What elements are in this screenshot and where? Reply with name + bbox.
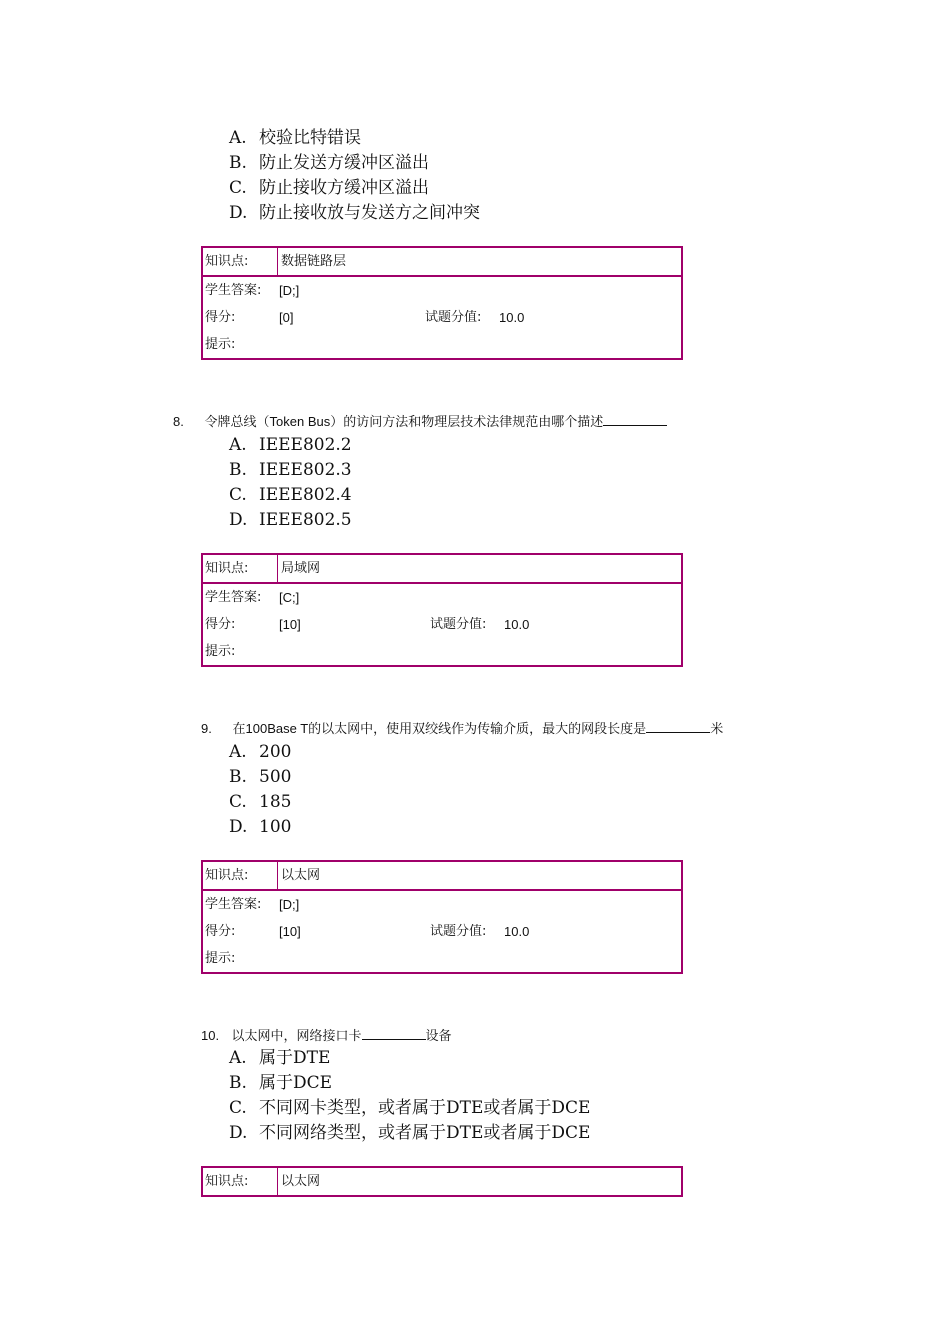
q10-options — [229, 1046, 590, 1146]
option-b: B. 防止发送方缓冲区溢出 — [229, 153, 429, 173]
answer-label: 学生答案: — [205, 283, 262, 298]
score-value: [10] — [279, 617, 301, 632]
kp-label: 知识点: — [203, 862, 278, 889]
kp-label: 知识点: — [203, 555, 278, 582]
answer-value: [D;] — [279, 897, 300, 912]
answer-value: [D;] — [279, 283, 300, 298]
hint-label: 提示: — [205, 644, 236, 659]
q9-options — [229, 740, 291, 840]
value-value: 10.0 — [499, 310, 525, 325]
kp-value: 数据链路层 — [281, 254, 347, 269]
hint-label: 提示: — [205, 951, 236, 966]
option-b: B. 属于DCE — [229, 1073, 333, 1093]
option-a: A. 200 — [229, 742, 292, 762]
score-value: [0] — [279, 310, 294, 325]
option-c: C. 185 — [229, 792, 292, 812]
answer-label: 学生答案: — [205, 897, 262, 912]
kp-value: 局域网 — [281, 561, 321, 576]
option-d: D. 防止接收放与发送方之间冲突 — [229, 203, 480, 223]
option-d: D. 100 — [229, 817, 292, 837]
value-value: 10.0 — [504, 924, 530, 939]
option-c: C. 不同网卡类型，或者属于DTE或者属于DCE — [229, 1098, 591, 1118]
answer-value: [C;] — [279, 590, 300, 605]
option-c: C. IEEE802.4 — [229, 485, 352, 505]
option-a: A. IEEE802.2 — [229, 435, 352, 455]
option-b: B. 500 — [229, 767, 292, 787]
q7-info-box — [201, 246, 683, 360]
answer-blank — [362, 1027, 426, 1040]
option-c: C. 防止接收方缓冲区溢出 — [229, 178, 429, 198]
score-label: 得分: — [205, 617, 236, 632]
q10-question: 10. 以太网中，网络接口卡 设备 — [201, 1028, 452, 1044]
option-d: D. 不同网络类型，或者属于DTE或者属于DCE — [229, 1123, 591, 1143]
score-value: [10] — [279, 924, 301, 939]
answer-blank — [646, 720, 710, 733]
answer-blank — [603, 413, 667, 426]
q8-question: 8. 令牌总线（Token Bus）的访问方法和物理层技术法律规范由哪个描述 — [173, 411, 667, 430]
option-a: A. 校验比特错误 — [229, 128, 361, 148]
option-a: A. 属于DTE — [229, 1048, 331, 1068]
q8-info-box — [201, 553, 683, 667]
q10-info-box — [201, 1166, 683, 1197]
q7-options — [229, 126, 480, 226]
kp-label: 知识点: — [203, 248, 278, 275]
option-b: B. IEEE802.3 — [229, 460, 352, 480]
q8-options — [229, 433, 352, 533]
value-label: 试题分值: — [425, 310, 482, 325]
option-d: D. IEEE802.5 — [229, 510, 352, 530]
value-value: 10.0 — [504, 617, 530, 632]
value-label: 试题分值: — [430, 924, 487, 939]
q9-info-box — [201, 860, 683, 974]
hint-label: 提示: — [205, 337, 236, 352]
kp-value: 以太网 — [281, 868, 321, 883]
score-label: 得分: — [205, 924, 236, 939]
value-label: 试题分值: — [430, 617, 487, 632]
kp-label: 知识点: — [203, 1168, 278, 1195]
q9-question: 9. 在100Base T的以太网中，使用双绞线作为传输介质，最大的网段长度是 米 — [201, 721, 724, 737]
kp-value: 以太网 — [281, 1174, 321, 1189]
score-label: 得分: — [205, 310, 236, 325]
answer-label: 学生答案: — [205, 590, 262, 605]
